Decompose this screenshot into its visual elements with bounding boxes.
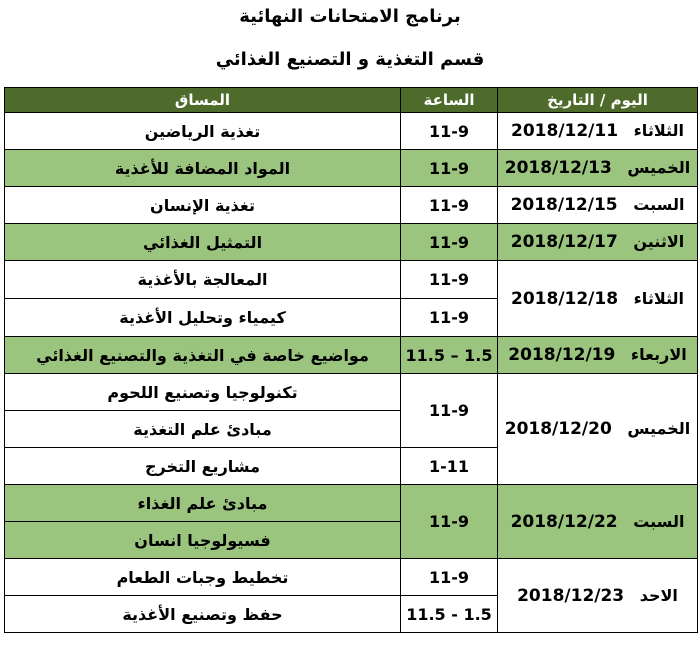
- course-cell: حفظ وتصنيع الأغذية: [5, 596, 401, 633]
- date-label: 2018/12/22: [510, 511, 618, 532]
- date-label: 2018/12/18: [511, 288, 619, 309]
- date-cell: [498, 187, 698, 224]
- time-cell: 11-9: [401, 113, 498, 150]
- day-label: السبت: [633, 511, 685, 531]
- time-cell: 11-9: [401, 299, 498, 337]
- course-cell: مشاريع التخرج: [5, 448, 401, 485]
- table-row: [5, 485, 698, 522]
- course-cell: فسيولوجيا انسان: [5, 522, 401, 559]
- date-label: 2018/12/15: [510, 195, 618, 215]
- column-header-date: اليوم / التاريخ: [498, 88, 698, 113]
- course-cell: تغذية الإنسان: [5, 187, 401, 224]
- course-cell: المواد المضافة للأغذية: [5, 150, 401, 187]
- table-row: [5, 337, 698, 374]
- date-cell: [498, 337, 698, 374]
- time-cell: 11-9: [401, 224, 498, 261]
- day-label: الثلاثاء: [633, 121, 684, 140]
- exam-schedule-table: [4, 87, 698, 633]
- time-cell: 11-9: [401, 150, 498, 187]
- course-cell: تكنولوجيا وتصنيع اللحوم: [5, 374, 401, 411]
- date-cell: [498, 485, 698, 559]
- date-label: 2018/12/20: [504, 419, 612, 439]
- time-cell: 11-9: [401, 261, 498, 299]
- day-label: الاربعاء: [630, 345, 687, 364]
- time-cell: 11-9: [401, 187, 498, 224]
- date-cell: [498, 113, 698, 150]
- course-cell: كيمياء وتحليل الأغذية: [5, 299, 401, 337]
- date-label: 2018/12/11: [511, 121, 619, 141]
- course-cell: مبادئ علم التغذية: [5, 411, 401, 448]
- column-header-course: المساق: [5, 88, 401, 113]
- date-cell: [498, 224, 698, 261]
- day-label: الخميس: [627, 158, 691, 177]
- day-label: الاثنين: [633, 232, 685, 251]
- date-cell: [498, 150, 698, 187]
- table-row: [5, 113, 698, 150]
- column-header-time: الساعة: [401, 88, 498, 113]
- table-row: [5, 187, 698, 224]
- table-row: [5, 150, 698, 187]
- date-label: 2018/12/19: [508, 345, 616, 365]
- course-cell: تغذية الرياضين: [5, 113, 401, 150]
- time-cell: 11-9: [401, 374, 498, 448]
- day-label: السبت: [633, 195, 685, 214]
- date-cell: [498, 374, 698, 485]
- date-label: 2018/12/17: [510, 232, 618, 252]
- page-title: برنامج الامتحانات النهائية: [239, 6, 461, 27]
- table-row: [5, 559, 698, 596]
- table-row: [5, 261, 698, 299]
- day-label: الثلاثاء: [633, 288, 684, 308]
- day-label: الاحد: [639, 585, 678, 605]
- date-cell: [498, 559, 698, 633]
- date-label: 2018/12/23: [517, 585, 625, 606]
- time-cell: 1-11: [401, 448, 498, 485]
- date-label: 2018/12/13: [504, 158, 612, 178]
- time-cell: 11-9: [401, 485, 498, 559]
- course-cell: المعالجة بالأغذية: [5, 261, 401, 299]
- date-cell: [498, 261, 698, 337]
- course-cell: تخطيط وجبات الطعام: [5, 559, 401, 596]
- course-cell: مبادئ علم الغذاء: [5, 485, 401, 522]
- table-row: [5, 224, 698, 261]
- time-cell: 11-9: [401, 559, 498, 596]
- table-header-row: [5, 88, 698, 113]
- page-subtitle: قسم التغذية و التصنيع الغذائي: [215, 49, 485, 70]
- day-label: الخميس: [627, 419, 691, 438]
- time-cell: 11.5 – 1.5: [401, 337, 498, 374]
- course-cell: مواضيع خاصة في التغذية والتصنيع الغذائي: [5, 337, 401, 374]
- table-row: [5, 374, 698, 411]
- course-cell: التمثيل الغذائي: [5, 224, 401, 261]
- time-cell: 11.5 - 1.5: [401, 596, 498, 633]
